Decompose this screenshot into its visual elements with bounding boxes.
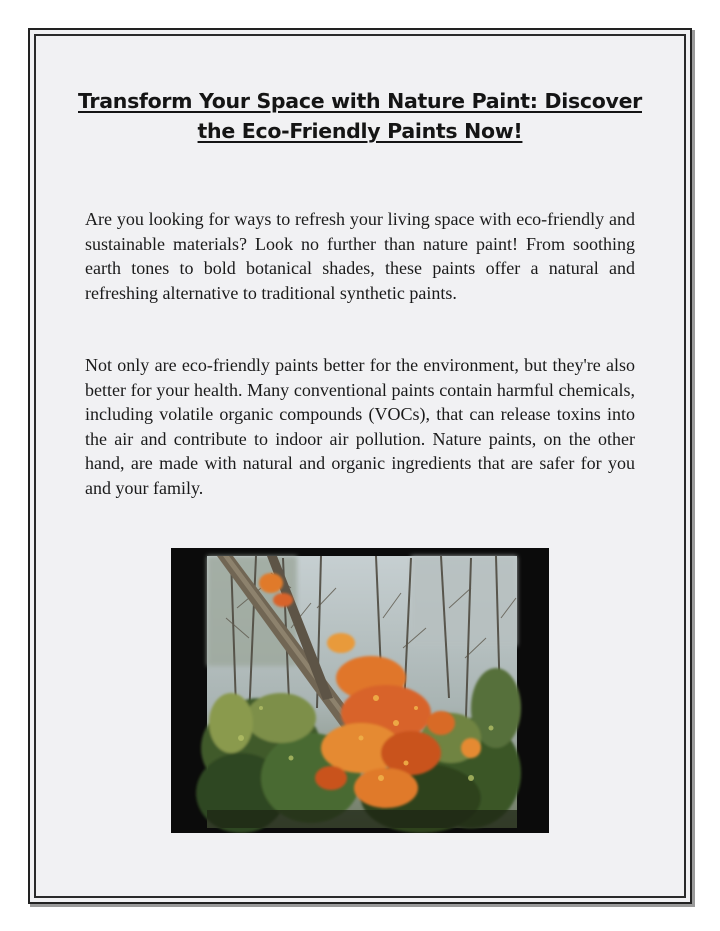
forest-painting-illustration bbox=[171, 548, 549, 833]
paragraph-health: Not only are eco-friendly paints better for the environment, but they're also better for your health. Many conventional paints contain harmful chemicals, including volatile organic compounds (VOCs), that can release toxins into the air and contribute to indoor air pollution. Nature paints, on the other hand, are made with natural and organic ingredients that are safer for you and your family. bbox=[85, 355, 635, 498]
paragraph-intro: Are you looking for ways to refresh your living space with eco-friendly and sustainable materials? Look no further than nature paint! From soothing earth tones to bold botanical shades, these paints offer a natural and refreshing alternative to traditional synthetic paints. bbox=[85, 209, 635, 303]
page-shadow-bottom bbox=[30, 904, 695, 907]
forest-painting-image bbox=[171, 548, 549, 833]
painting-canvas bbox=[196, 556, 521, 833]
page-shadow-right bbox=[692, 30, 695, 906]
document-title: Transform Your Space with Nature Paint: Discover the Eco-Friendly Paints Now! bbox=[78, 89, 642, 143]
